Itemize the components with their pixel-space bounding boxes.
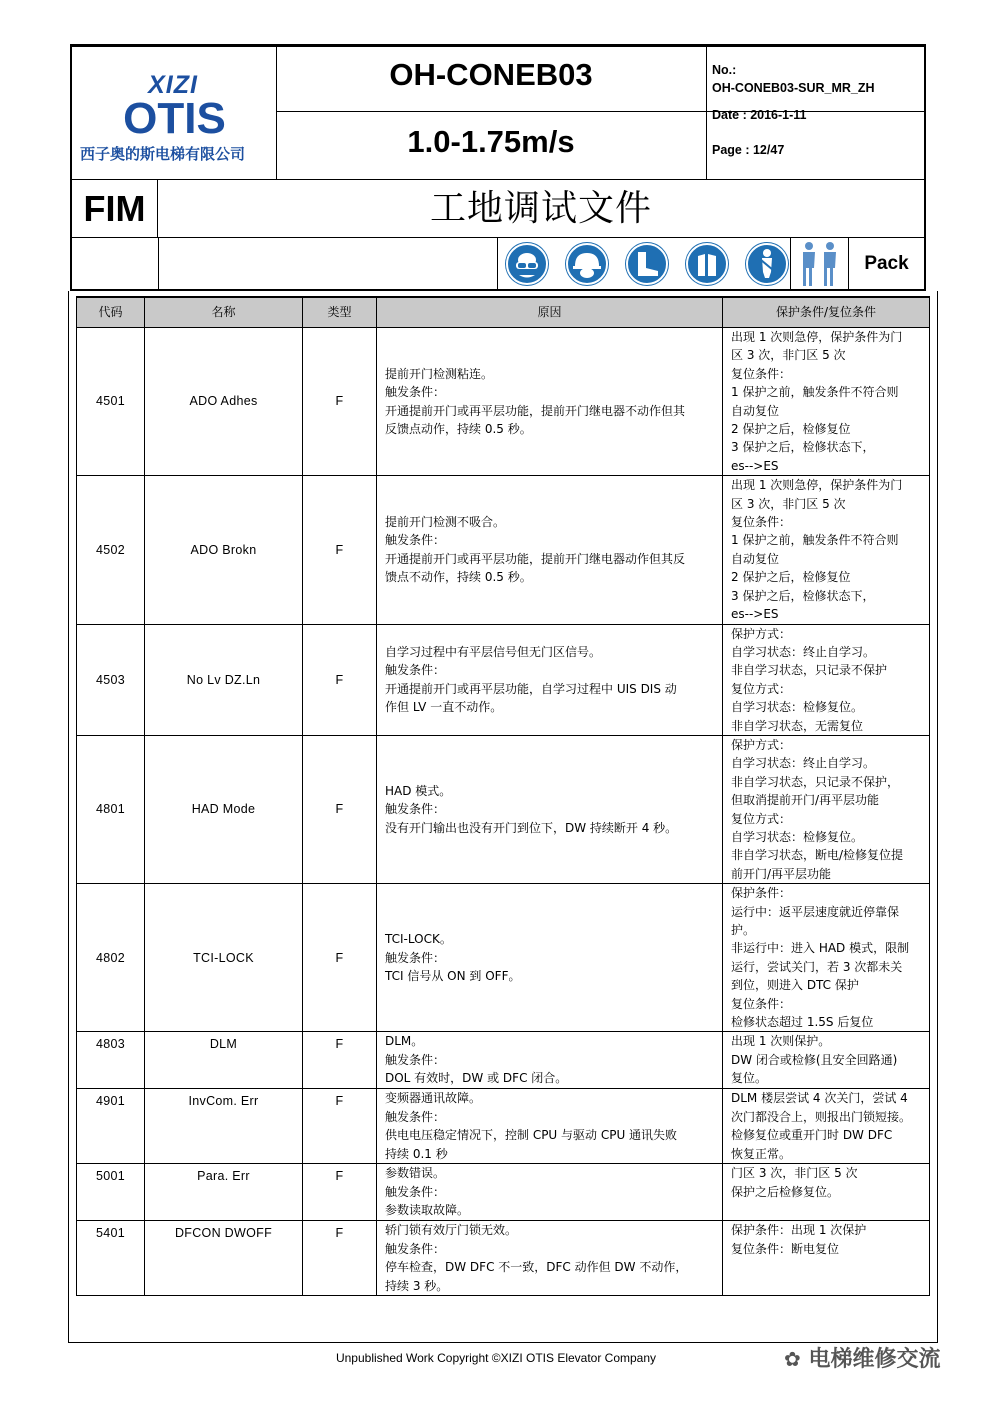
cell-condition <box>723 1089 930 1164</box>
header-code: 代码 <box>77 297 145 328</box>
condition-line: 非自学习状态，无需复位 <box>731 718 864 733</box>
doc-info-box <box>706 44 926 180</box>
condition-line: 复位条件：断电复位 <box>731 1241 840 1256</box>
condition-line: 3 保护之后，检修状态下， <box>731 588 875 603</box>
cell-type: F <box>303 328 377 476</box>
cell-condition <box>723 884 930 1032</box>
condition-line: 自动复位 <box>731 551 780 566</box>
cell-condition <box>723 735 930 883</box>
cell-type: F <box>303 884 377 1032</box>
cell-name: Para. Err <box>145 1164 303 1221</box>
cause-line: 触发条件： <box>385 950 446 965</box>
cell-name: ADO Brokn <box>145 476 303 624</box>
row3-divider-2 <box>497 238 498 289</box>
cause-line: 提前开门检测粘连。 <box>385 366 494 381</box>
cell-type: F <box>303 1221 377 1296</box>
condition-line: 出现 1 次则急停，保护条件为门 <box>731 330 903 344</box>
cause-line: 轿门锁有效厅门锁无效。 <box>385 1223 518 1238</box>
cause-line: 触发条件： <box>385 1241 446 1256</box>
condition-line: DLM 楼层尝试 4 次关门，尝试 4 <box>731 1091 908 1106</box>
condition-line: 出现 1 次则急停，保护条件为门 <box>731 478 903 493</box>
icon-row <box>70 238 926 291</box>
doc-date: Date : 2016-1-11 <box>712 108 807 122</box>
doc-title: 工地调试文件 <box>429 188 652 229</box>
cause-line: 触发条件： <box>385 1109 446 1124</box>
cause-line: 触发条件： <box>385 802 446 817</box>
cell-code: 4901 <box>77 1089 145 1164</box>
cell-cause <box>377 1032 723 1089</box>
condition-line: 自学习状态：检修复位。 <box>731 700 864 715</box>
cause-line: 供电电压稳定情况下，控制 CPU 与驱动 CPU 通讯失败 <box>385 1128 678 1143</box>
cause-line: 没有开门输出也没有开门到位下，DW 持续断开 4 秒。 <box>385 820 678 835</box>
condition-line: 保护方式： <box>731 737 792 752</box>
wechat-icon: ✿ <box>784 1347 801 1371</box>
condition-line: 自学习状态：终止自学习。 <box>731 644 876 659</box>
cause-line: 触发条件： <box>385 1184 446 1199</box>
condition-line: 门区 3 次，非门区 5 次 <box>731 1166 858 1181</box>
cause-line: 开通提前开门或再平层功能，自学习过程中 UIS DIS 动 <box>385 681 677 696</box>
condition-line: 运行，尝试关门，若 3 次都未关 <box>731 959 903 974</box>
cell-cause <box>377 476 723 624</box>
xizi-logo-text: XIZI <box>148 71 198 99</box>
cause-line: TCI-LOCK。 <box>385 932 452 947</box>
ppe-icons <box>500 238 800 289</box>
condition-line: 复位方式： <box>731 811 792 826</box>
cell-type: F <box>303 1032 377 1089</box>
cause-line: 馈点不动作，持续 0.5 秒。 <box>385 570 532 585</box>
cause-line: 开通提前开门或再平层功能，提前开门继电器不动作但其 <box>385 403 686 418</box>
condition-line: 自学习状态：检修复位。 <box>731 829 864 844</box>
cell-code: 4501 <box>77 328 145 476</box>
gloves-icon <box>680 238 740 289</box>
cause-line: 自学习过程中有平层信号但无门区信号。 <box>385 644 602 659</box>
cell-type: F <box>303 476 377 624</box>
cell-name: DLM <box>145 1032 303 1089</box>
cell-code: 5401 <box>77 1221 145 1296</box>
condition-line: 1 保护之前，触发条件不符合则 <box>731 533 899 548</box>
header-condition: 保护条件/复位条件 <box>723 297 930 328</box>
table-row <box>77 624 930 735</box>
safety-boots-icon <box>620 238 680 289</box>
cause-line: 触发条件： <box>385 1052 446 1067</box>
condition-line: 复位方式： <box>731 681 792 696</box>
model-code: OH-CONEB03 <box>389 57 593 92</box>
cause-line: 触发条件： <box>385 663 446 678</box>
table-row <box>77 1221 930 1296</box>
table-row <box>77 1089 930 1164</box>
watermark <box>784 1342 940 1373</box>
cell-cause <box>377 735 723 883</box>
cell-type: F <box>303 1089 377 1164</box>
table-row <box>77 476 930 624</box>
condition-line: 出现 1 次则保护。 <box>731 1034 831 1049</box>
title-row <box>70 180 926 238</box>
table-row <box>77 1032 930 1089</box>
cell-cause <box>377 1089 723 1164</box>
cause-line: HAD 模式。 <box>385 783 452 798</box>
condition-line: 复位条件： <box>731 515 792 530</box>
doc-no-label: No.: <box>712 63 737 77</box>
condition-line: 保护之后检修复位。 <box>731 1184 840 1199</box>
cause-line: DLM。 <box>385 1034 424 1049</box>
condition-line: 保护条件：出现 1 次保护 <box>731 1223 867 1238</box>
cause-line: 参数读取故障。 <box>385 1203 470 1218</box>
cause-line: 参数错误。 <box>385 1166 446 1181</box>
cell-name: ADO Adhes <box>145 328 303 476</box>
cell-condition <box>723 476 930 624</box>
condition-line: 2 保护之后，检修复位 <box>731 422 851 437</box>
table-row <box>77 328 930 476</box>
model-divider <box>276 111 706 112</box>
cell-code: 4802 <box>77 884 145 1032</box>
table-header-row <box>77 297 930 328</box>
cause-line: 反馈点动作，持续 0.5 秒。 <box>385 422 532 437</box>
condition-line: 非自学习状态，断电/检修复位提 <box>731 848 904 863</box>
condition-line: 复位条件： <box>731 996 792 1011</box>
condition-line: 区 3 次，非门区 5 次 <box>731 348 846 363</box>
cause-line: 持续 3 秒。 <box>385 1278 449 1293</box>
condition-line: 2 保护之后，检修复位 <box>731 570 851 585</box>
condition-line: 到位，则进入 DTC 保护 <box>731 978 859 993</box>
hard-hat-icon <box>560 238 620 289</box>
model-box <box>276 44 707 180</box>
cause-line: TCI 信号从 ON 到 OFF。 <box>385 969 521 984</box>
copyright-footer: Unpublished Work Copyright ©XIZI OTIS Elevator Company <box>335 1351 657 1365</box>
cause-line: 变频器通讯故障。 <box>385 1091 482 1106</box>
header-cause: 原因 <box>377 297 723 328</box>
condition-line: 1 保护之前，触发条件不符合则 <box>731 385 899 400</box>
condition-line: 护。 <box>731 923 756 937</box>
cell-cause <box>377 328 723 476</box>
cell-name: TCI-LOCK <box>145 884 303 1032</box>
company-name-cn: 西子奥的斯电梯有限公司 <box>80 145 246 163</box>
condition-line: 检修复位或重开门时 DW DFC <box>731 1128 893 1143</box>
condition-line: 检修状态超过 1.5S 后复位 <box>731 1015 874 1030</box>
two-persons-icon <box>792 238 848 289</box>
fault-code-table <box>76 296 930 1296</box>
header-name: 名称 <box>145 297 303 328</box>
doc-type: FIM <box>72 180 158 237</box>
goggles-icon <box>500 238 560 289</box>
cell-cause <box>377 624 723 735</box>
cell-code: 4502 <box>77 476 145 624</box>
cell-condition <box>723 1221 930 1296</box>
cell-name: HAD Mode <box>145 735 303 883</box>
condition-line: 复位。 <box>731 1071 768 1086</box>
cell-cause <box>377 1221 723 1296</box>
cell-type: F <box>303 735 377 883</box>
cause-line: 提前开门检测不吸合。 <box>385 515 506 530</box>
cell-type: F <box>303 624 377 735</box>
cell-code: 4503 <box>77 624 145 735</box>
condition-line: 恢复正常。 <box>731 1146 792 1161</box>
cause-line: 停车检查，DW DFC 不一致，DFC 动作但 DW 不动作， <box>385 1260 688 1275</box>
doc-no-value: OH-CONEB03-SUR_MR_ZH <box>712 81 875 95</box>
cause-line: 作但 LV 一直不动作。 <box>385 700 503 715</box>
cell-condition <box>723 328 930 476</box>
condition-line: 自动复位 <box>731 403 780 418</box>
speed-range: 1.0-1.75m/s <box>407 124 575 159</box>
harness-icon <box>740 238 800 289</box>
condition-line: 运行中：返平层速度就近停靠保 <box>731 904 900 919</box>
otis-logo-text: OTIS <box>123 94 226 143</box>
condition-line: es-->ES <box>731 607 779 622</box>
cell-condition <box>723 624 930 735</box>
watermark-text: 电梯维修交流 <box>808 1347 941 1372</box>
condition-line: 3 保护之后，检修状态下， <box>731 440 875 455</box>
row3-divider-3 <box>790 238 791 289</box>
doc-page: Page : 12/47 <box>712 143 785 157</box>
logo-box <box>70 44 277 180</box>
condition-line: 次门都没合上，则报出门锁短接。 <box>731 1109 912 1124</box>
cell-code: 4803 <box>77 1032 145 1089</box>
condition-line: 复位条件： <box>731 366 792 381</box>
cause-line: 开通提前开门或再平层功能，提前开门继电器动作但其反 <box>385 551 686 566</box>
condition-line: 保护条件： <box>731 886 792 901</box>
table-row <box>77 1164 930 1221</box>
pack-label: Pack <box>864 253 909 274</box>
condition-line: 前开门/再平层功能 <box>731 866 832 881</box>
cell-cause <box>377 1164 723 1221</box>
header-type: 类型 <box>303 297 377 328</box>
cause-line: 触发条件： <box>385 533 446 548</box>
condition-line: es-->ES <box>731 458 779 473</box>
cell-condition <box>723 1032 930 1089</box>
condition-line: 自学习状态：终止自学习。 <box>731 756 876 771</box>
table-row <box>77 884 930 1032</box>
table-row <box>77 735 930 883</box>
row3-divider-1 <box>158 238 159 289</box>
cell-name: DFCON DWOFF <box>145 1221 303 1296</box>
condition-line: 但取消提前开门/再平层功能 <box>731 793 880 808</box>
cell-code: 4801 <box>77 735 145 883</box>
cell-condition <box>723 1164 930 1221</box>
condition-line: DW 闭合或检修(且安全回路通) <box>731 1052 898 1067</box>
cell-name: No Lv DZ.Ln <box>145 624 303 735</box>
condition-line: 保护方式： <box>731 626 792 641</box>
condition-line: 非自学习状态，只记录不保护 <box>731 663 888 678</box>
cell-code: 5001 <box>77 1164 145 1221</box>
cause-line: DOL 有效时，DW 或 DFC 闭合。 <box>385 1071 568 1086</box>
cell-type: F <box>303 1164 377 1221</box>
condition-line: 区 3 次，非门区 5 次 <box>731 496 846 511</box>
condition-line: 非运行中：进入 HAD 模式，限制 <box>731 941 910 956</box>
cause-line: 触发条件： <box>385 385 446 400</box>
condition-line: 非自学习状态，只记录不保护， <box>731 774 900 789</box>
cell-cause <box>377 884 723 1032</box>
cell-name: InvCom. Err <box>145 1089 303 1164</box>
cause-line: 持续 0.1 秒 <box>385 1146 448 1161</box>
